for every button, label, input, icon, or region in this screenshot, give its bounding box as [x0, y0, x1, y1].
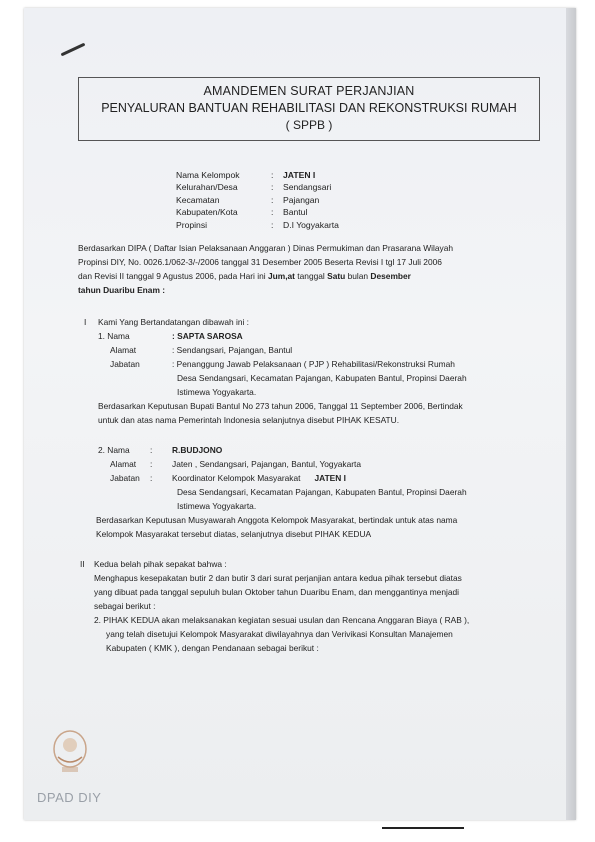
party-2-alamat-label: Alamat	[110, 459, 137, 469]
info-label: Kecamatan	[176, 194, 220, 205]
section-2-text: sebagai berikut :	[94, 601, 156, 611]
section-1-number: I	[84, 317, 87, 327]
party-2-colon: :	[150, 445, 153, 455]
party-2-colon: :	[150, 473, 153, 483]
section-2-number: II	[80, 559, 85, 569]
info-colon: :	[271, 182, 274, 193]
intro-text: bulan	[345, 271, 371, 281]
party-2-jabatan-label: Jabatan	[110, 473, 140, 483]
intro-line-2: Propinsi DIY, No. 0026.1/062-3/-/2006 tanggal 31 Desember 2005 Beserta Revisi I tgl 17 Juli 2006	[78, 257, 442, 267]
party-1-basis: Berdasarkan Keputusan Bupati Bantul No 273 tahun 2006, Tanggal 11 September 2006, Bertindak	[98, 401, 463, 411]
section-2-heading: Kedua belah pihak sepakat bahwa :	[94, 559, 227, 569]
group-info	[176, 170, 339, 232]
party-1-alamat: : Sendangsari, Pajangan, Bantul	[172, 345, 293, 355]
party-1-name: : SAPTA SAROSA	[172, 331, 243, 341]
info-colon: :	[271, 219, 274, 230]
party-1-jabatan-label: Jabatan	[110, 359, 140, 369]
intro-line-3	[78, 270, 411, 284]
intro-day: Jum,at	[267, 271, 295, 281]
info-value: JATEN I	[283, 170, 316, 180]
party-2-group: JATEN I	[314, 473, 346, 483]
party-1-jabatan: : Penanggung Jawab Pelaksanaan ( PJP ) Rehabilitasi/Rekonstruksi Rumah	[172, 359, 455, 369]
party-2-colon: :	[150, 459, 153, 469]
party-1-alamat-label: Alamat	[110, 345, 137, 355]
section-2-item: 2. PIHAK KEDUA akan melaksanakan kegiatan sesuai usulan dan Rencana Anggaran Biaya ( RAB ),	[94, 615, 470, 625]
title-box	[78, 77, 540, 141]
party-2-jabatan: Istimewa Yogyakarta.	[177, 501, 257, 511]
section-2-text: yang dibuat pada tanggal sepuluh bulan Oktober tahun Duaribu Enam, dan menggantinya menjadi	[94, 587, 460, 597]
party-2-jabatan	[172, 472, 346, 486]
info-row	[176, 170, 339, 182]
watermark-text: DPAD DIY	[37, 790, 102, 805]
party-1-jabatan: Istimewa Yogyakarta.	[177, 387, 257, 397]
party-2-jabatan: Desa Sendangsari, Kecamatan Pajangan, Kabupaten Bantul, Propinsi Daerah	[177, 487, 467, 497]
info-colon: :	[271, 194, 274, 205]
party-2-basis: Kelompok Masyarakat tersebut diatas, selanjutnya disebut PIHAK KEDUA	[96, 529, 372, 539]
intro-text: dan Revisi II tanggal 9 Agustus 2006, pada Hari ini	[78, 271, 268, 281]
title-line-1: AMANDEMEN SURAT PERJANJIAN	[203, 84, 415, 98]
section-1-heading: Kami Yang Bertandatangan dibawah ini :	[98, 317, 250, 327]
info-colon: :	[271, 207, 274, 218]
party-1-jabatan: Desa Sendangsari, Kecamatan Pajangan, Kabupaten Bantul, Propinsi Daerah	[177, 373, 467, 383]
info-value: Pajangan	[283, 194, 320, 205]
intro-date: Satu	[327, 271, 346, 281]
title-line-2: PENYALURAN BANTUAN REHABILITASI DAN REKONSTRUKSI RUMAH	[101, 101, 517, 115]
page-edge	[566, 8, 576, 820]
info-label: Kabupaten/Kota	[176, 207, 238, 218]
info-row	[176, 195, 339, 207]
section-2-text: Menghapus kesepakatan butir 2 dan butir 3 dari surat perjanjian antara kedua pihak tersebut diatas	[94, 573, 462, 583]
section-2-item: yang telah disetujui Kelompok Masyarakat diwilayahnya dan Verivikasi Konsultan Manajemen	[106, 629, 453, 639]
party-2-name: R.BUDJONO	[172, 445, 223, 455]
party-2-alamat: Jaten , Sendangsari, Pajangan, Bantul, Yogyakarta	[172, 459, 362, 469]
info-label: Propinsi	[176, 219, 208, 230]
info-value: Sendangsari	[283, 182, 332, 193]
archive-seal-icon	[50, 727, 90, 777]
info-label: Nama Kelompok	[176, 170, 240, 180]
info-label: Kelurahan/Desa	[176, 182, 238, 193]
info-row	[176, 220, 339, 232]
party-2-number: 2. Nama	[98, 445, 130, 455]
info-colon: :	[271, 170, 274, 180]
info-row	[176, 207, 339, 219]
footer-rule	[382, 827, 464, 829]
intro-line-4: tahun Duaribu Enam :	[78, 285, 166, 295]
intro-text: tanggal	[294, 271, 328, 281]
info-value: Bantul	[283, 207, 308, 218]
section-2-item: Kabupaten ( KMK ), dengan Pendanaan sebagai berikut :	[106, 643, 319, 653]
party-2-role: Koordinator Kelompok Masyarakat	[172, 473, 301, 483]
intro-month: Desember	[370, 271, 411, 281]
title-line-3: ( SPPB )	[285, 118, 333, 132]
info-value: D.I Yogyakarta	[283, 219, 339, 230]
party-1-basis: untuk dan atas nama Pemerintah Indonesia selanjutnya disebut PIHAK KESATU.	[98, 415, 400, 425]
party-2-basis: Berdasarkan Keputusan Musyawarah Anggota Kelompok Masyarakat, bertindak untuk atas nama	[96, 515, 458, 525]
party-1-number: 1. Nama	[98, 331, 130, 341]
intro-line-1: Berdasarkan DIPA ( Daftar Isian Pelaksanaan Anggaran ) Dinas Permukiman dan Prasarana Wilayah	[78, 243, 454, 253]
info-row	[176, 182, 339, 194]
